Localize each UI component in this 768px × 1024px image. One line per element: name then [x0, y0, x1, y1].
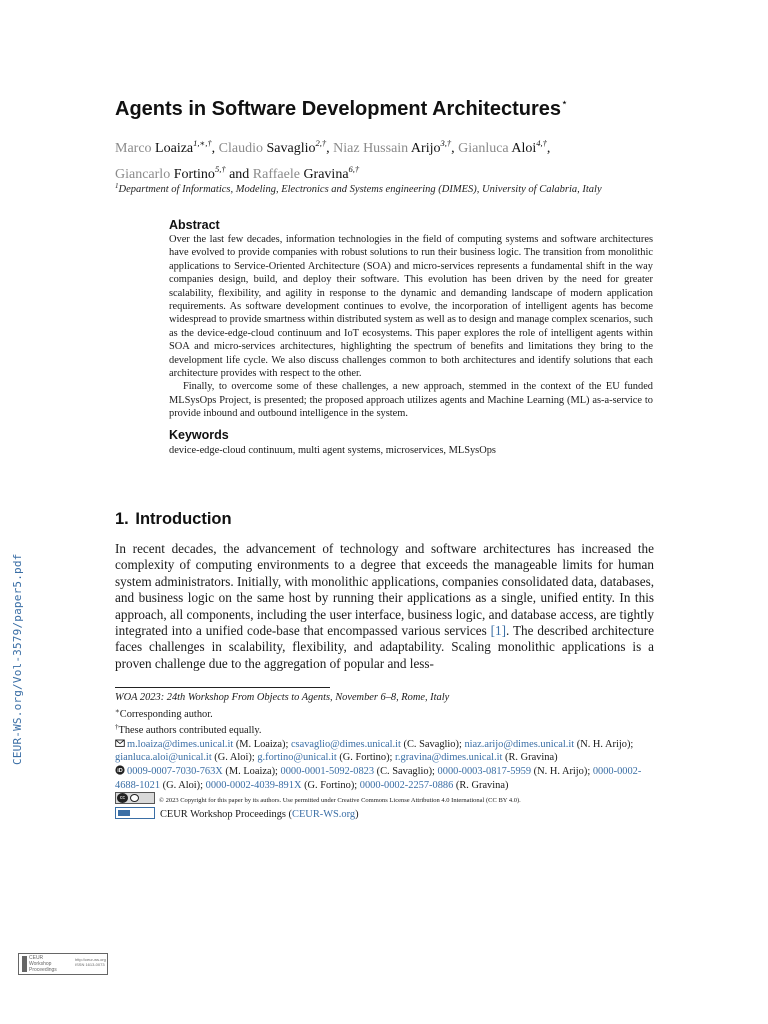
proceedings-link[interactable]: CEUR-WS.org	[292, 808, 356, 820]
affiliation-text: Department of Informatics, Modeling, Electronics and Systems engineering (DIMES), University of Calabria, Italy	[118, 184, 602, 195]
section-number: 1.	[115, 510, 129, 528]
side-url-link[interactable]: CEUR-WS.org/Vol-3579/paper5.pdf	[11, 553, 24, 765]
keywords-heading: Keywords	[169, 427, 229, 442]
author-first-name: Giancarlo	[115, 167, 171, 182]
author-affil-mark: 5,†	[214, 164, 226, 174]
author-first-name: Claudio	[218, 141, 264, 156]
footnote-workshop: WOA 2023: 24th Workshop From Objects to Agents, November 6–8, Rome, Italy	[115, 692, 450, 703]
email-link[interactable]: m.loaiza@dimes.unical.it	[127, 738, 234, 750]
section-title: Introduction	[135, 510, 232, 528]
orcid-link[interactable]: 0000-0002-4039-891X	[205, 779, 302, 791]
author-first-name: Gianluca	[458, 141, 509, 156]
title-mark: ⋆	[561, 97, 568, 109]
author	[333, 138, 459, 156]
intro-paragraph	[115, 541, 654, 672]
title-text: Agents in Software Development Architectures	[115, 98, 562, 120]
orcid-owner: (M. Loaiza);	[222, 765, 281, 777]
ceur-logo-icon	[115, 807, 155, 819]
footnote-orcids	[115, 765, 660, 792]
orcid-link[interactable]: 0000-0001-5092-0823	[280, 765, 375, 777]
logo-text-right	[75, 957, 106, 967]
ceur-bottom-logo	[18, 953, 108, 975]
logo-url: http://ceur-ws.org	[75, 957, 106, 962]
author-first-name: Marco	[115, 141, 152, 156]
email-link[interactable]: gianluca.aloi@unical.it	[115, 752, 212, 764]
email-owner: (G. Fortino);	[336, 752, 396, 764]
email-owner: (C. Savaglio);	[400, 738, 465, 750]
author-separator: and	[225, 167, 253, 182]
footnote-equal	[115, 721, 660, 738]
intro-text: . The described architecture faces challenges in scalability, flexibility, and adaptability. Scaling monolithic applications is a proven challenge due to the aggregation of popular and less-	[115, 623, 655, 671]
author-last-name: Gravina	[303, 167, 349, 182]
orcid-owner: (G. Fortino);	[301, 779, 360, 791]
author-separator: ,	[451, 141, 459, 156]
abstract-paragraph: Over the last few decades, information technologies in the field of computing systems and software architectures have evolved to provide companies with robust solutions to run their business logic. The transition from monolithic applications to Service-Oriented Architecture (SOA) and micro-services represents a fundamental shift in the way companies design, build, and deploy their software. This evolution has been driven by the need for greater scalability, flexibility, and agility in response to the dynamic and demanding landscape of modern application requirements. As software development continues to evolve, the incorporation of intelligent agents has become widespread to provide smartness within distributed system as well as to design and manage complex scenarios, such as the device-edge-cloud continuum and IoT ecosystems. This paper explores the role of intelligent agents within SOA and micro-services architectures, highlighting the spectrum of benefits and limitations they bring to the development life cycle. We also discuss challenges common to both architectures and identify solutions that each architecture provides with respect to the other.	[169, 234, 653, 380]
author	[218, 138, 334, 156]
author-separator: ,	[546, 141, 551, 156]
footnote-license	[115, 792, 660, 807]
author-separator: ,	[326, 141, 334, 156]
footnote-text: Corresponding author.	[119, 708, 213, 720]
abstract-block	[169, 217, 653, 457]
author-last-name: Fortino	[173, 167, 215, 182]
envelope-icon	[115, 738, 125, 748]
orcid-owner: (N. H. Arijo);	[531, 765, 593, 777]
logo-line: Proceedings	[29, 967, 57, 973]
email-owner: (R. Gravina)	[502, 752, 558, 764]
author	[458, 138, 551, 156]
email-owner: (M. Loaiza);	[233, 738, 291, 750]
author	[252, 164, 360, 182]
footnote-mark: †	[115, 723, 119, 732]
footnotes	[115, 691, 660, 821]
orcid-link[interactable]: 0000-0003-0817-5959	[437, 765, 532, 777]
orcid-owner: (G. Aloi);	[160, 779, 206, 791]
author-last-name: Savaglio	[266, 141, 316, 156]
author-affil-mark: 2,†	[315, 138, 327, 148]
section-heading	[115, 510, 232, 529]
email-link[interactable]: csavaglio@dimes.unical.it	[290, 738, 401, 750]
affiliation-mark: 1	[115, 182, 119, 190]
abstract-paragraph: Finally, to overcome some of these challenges, a new approach, stemmed in the context of the EU funded MLSysOps Project, is presented; the proposed approach utilizes agents and Machine Learning (ML) as-a-service to provide inbound and outbound intelligence in the system.	[169, 381, 653, 420]
orcid-link[interactable]: 0000-0002-4688-1021	[115, 765, 642, 791]
orcid-link[interactable]: 0009-0007-7030-763X	[127, 765, 223, 777]
citation-link[interactable]: [1]	[490, 623, 506, 639]
cc-by-badge: cc	[115, 792, 155, 804]
footnote-rule	[115, 687, 330, 688]
author-list	[115, 133, 675, 185]
license-text: © 2023 Copyright for this paper by its authors. Use permitted under Creative Commons License Attribution 4.0 International (CC BY 4.0).	[159, 797, 521, 805]
author	[115, 164, 253, 182]
keywords-list: device-edge-cloud continuum, multi agent systems, microservices, MLSysOps	[169, 444, 496, 456]
author-affil-mark: 4,†	[536, 138, 547, 148]
proceedings-prefix: CEUR Workshop Proceedings (	[160, 808, 293, 820]
author-affil-mark: 3,†	[440, 138, 452, 148]
author-separator: ,	[211, 141, 219, 156]
footnote-corresponding	[115, 705, 660, 722]
orcid-icon	[115, 765, 125, 775]
email-owner: (G. Aloi);	[211, 752, 258, 764]
email-link[interactable]: r.gravina@dimes.unical.it	[395, 752, 503, 764]
author-affil-mark: 6,†	[348, 164, 360, 174]
author-first-name: Raffaele	[252, 167, 300, 182]
author-last-name: Aloi	[511, 141, 537, 156]
intro-text: In recent decades, the advancement of technology and software architectures has increased the complexity of computing environments to a degree that exceeds the manageable limits for human system administrators. Initially, with monolithic applications, companies consolidated data, databases, and business logic on the same host by running their applications as a single, unified entity. In this approach, all components, including the user interface, business logic, and database access, are tightly integrated into a unified code-base that encompassed various services	[115, 541, 654, 639]
author-first-name: Niaz Hussain	[333, 141, 409, 156]
orcid-owner: (C. Savaglio);	[374, 765, 438, 777]
orcid-owner: (R. Gravina)	[453, 779, 509, 791]
affiliation	[115, 182, 715, 195]
logo-bar	[22, 956, 27, 972]
paper-title	[115, 96, 675, 121]
author-last-name: Arijo	[410, 141, 441, 156]
email-owner: (N. H. Arijo);	[574, 738, 634, 750]
email-link[interactable]: g.fortino@unical.it	[257, 752, 337, 764]
logo-text-left	[29, 955, 57, 973]
author-last-name: Loaiza	[155, 141, 194, 156]
svg-text:iD: iD	[117, 768, 123, 775]
footnote-mark: ∗	[115, 706, 120, 715]
footnote-text: These authors contributed equally.	[118, 725, 262, 737]
abstract-heading: Abstract	[169, 218, 220, 232]
footnote-proceedings	[115, 807, 660, 822]
footnote-emails	[115, 738, 660, 765]
proceedings-suffix: )	[355, 808, 359, 820]
orcid-link[interactable]: 0000-0002-2257-0886	[359, 779, 454, 791]
author-affil-mark: 1,∗,†	[193, 138, 212, 148]
logo-issn: ISSN 1613-0073	[75, 962, 105, 967]
logo-line: CEUR	[29, 955, 44, 961]
logo-line: Workshop	[29, 961, 52, 967]
author	[115, 138, 219, 156]
email-link[interactable]: niaz.arijo@dimes.unical.it	[464, 738, 575, 750]
